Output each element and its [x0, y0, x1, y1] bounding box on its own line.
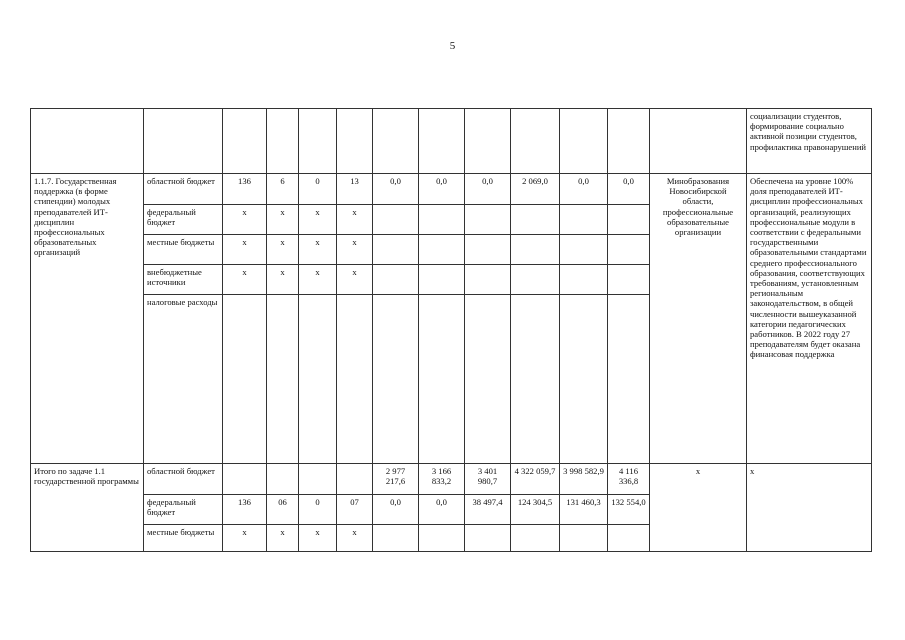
- table-row: [31, 109, 872, 174]
- code-cell: х: [223, 205, 267, 235]
- source-cell: местные бюджеты: [144, 525, 223, 552]
- source-cell: внебюджетные источники: [144, 265, 223, 295]
- code-cell: 136: [223, 495, 267, 525]
- value-cell: 38 497,4: [465, 495, 511, 525]
- code-cell: х: [223, 235, 267, 265]
- source-cell: местные бюджеты: [144, 235, 223, 265]
- code-cell: 06: [267, 495, 299, 525]
- value-cell: 0,0: [419, 174, 465, 205]
- code-cell: х: [337, 265, 373, 295]
- source-cell: [144, 109, 223, 174]
- value-cell: 0,0: [608, 174, 650, 205]
- value-cell: 3 166 833,2: [419, 464, 465, 495]
- value-cell: 3 998 582,9: [560, 464, 608, 495]
- page-number: 5: [449, 40, 456, 52]
- result-cell: Обеспечена на уровне 100% доля преподавателей ИТ-дисциплин профессиональных организаций, реализующих профессиональные модули в соответствии с федеральными государственными образовательными стандартами среднего профессионального образования, соответствующих требованиям, установленным региональным законодательством, в общей численности вышеуказанной категории педагогических работников. В 2022 году 27 преподавателям будет оказана финансовая поддержка: [747, 174, 872, 464]
- executor-cell: Минобразования Новосибирской области, профессиональные образовательные организации: [650, 174, 747, 464]
- source-cell: федеральный бюджет: [144, 205, 223, 235]
- code-cell: х: [223, 265, 267, 295]
- source-cell: налоговые расходы: [144, 295, 223, 464]
- value-cell: 3 401 980,7: [465, 464, 511, 495]
- source-cell: областной бюджет: [144, 174, 223, 205]
- code-cell: 07: [337, 495, 373, 525]
- item-name: 1.1.7. Государственная поддержка (в форме стипендии) молодых преподавателей ИТ-дисциплин профессиональных образовательных организаций: [31, 174, 144, 464]
- value-cell: 124 304,5: [511, 495, 560, 525]
- code-cell: 6: [267, 174, 299, 205]
- value-cell: 4 322 059,7: [511, 464, 560, 495]
- executor-cell: х: [650, 464, 747, 552]
- code-cell: 0: [299, 495, 337, 525]
- program-table: [30, 108, 872, 552]
- code-cell: х: [337, 235, 373, 265]
- source-cell: федеральный бюджет: [144, 495, 223, 525]
- executor-cell: [650, 109, 747, 174]
- code-cell: х: [267, 265, 299, 295]
- code-cell: 13: [337, 174, 373, 205]
- code-cell: х: [337, 205, 373, 235]
- value-cell: 0,0: [373, 495, 419, 525]
- value-cell: 2 069,0: [511, 174, 560, 205]
- value-cell: 4 116 336,8: [608, 464, 650, 495]
- code-cell: х: [267, 525, 299, 552]
- value-cell: 0,0: [419, 495, 465, 525]
- code-cell: х: [299, 525, 337, 552]
- value-cell: 2 977 217,6: [373, 464, 419, 495]
- code-cell: х: [267, 235, 299, 265]
- value-cell: 0,0: [373, 174, 419, 205]
- code-cell: 0: [299, 174, 337, 205]
- table-row: [31, 464, 872, 495]
- code-cell: х: [299, 235, 337, 265]
- code-cell: 136: [223, 174, 267, 205]
- value-cell: 131 460,3: [560, 495, 608, 525]
- value-cell: 0,0: [560, 174, 608, 205]
- name-cell: [31, 109, 144, 174]
- code-cell: х: [299, 265, 337, 295]
- code-cell: х: [267, 205, 299, 235]
- value-cell: 0,0: [465, 174, 511, 205]
- table-row: [31, 174, 872, 205]
- result-cell: социализации студентов, формирование социально активной позиции студентов, профилактика правонарушений: [747, 109, 872, 174]
- source-cell: областной бюджет: [144, 464, 223, 495]
- code-cell: х: [299, 205, 337, 235]
- item-name: Итого по задаче 1.1 государственной программы: [31, 464, 144, 552]
- value-cell: 132 554,0: [608, 495, 650, 525]
- code-cell: х: [223, 525, 267, 552]
- code-cell: х: [337, 525, 373, 552]
- result-cell: х: [747, 464, 872, 552]
